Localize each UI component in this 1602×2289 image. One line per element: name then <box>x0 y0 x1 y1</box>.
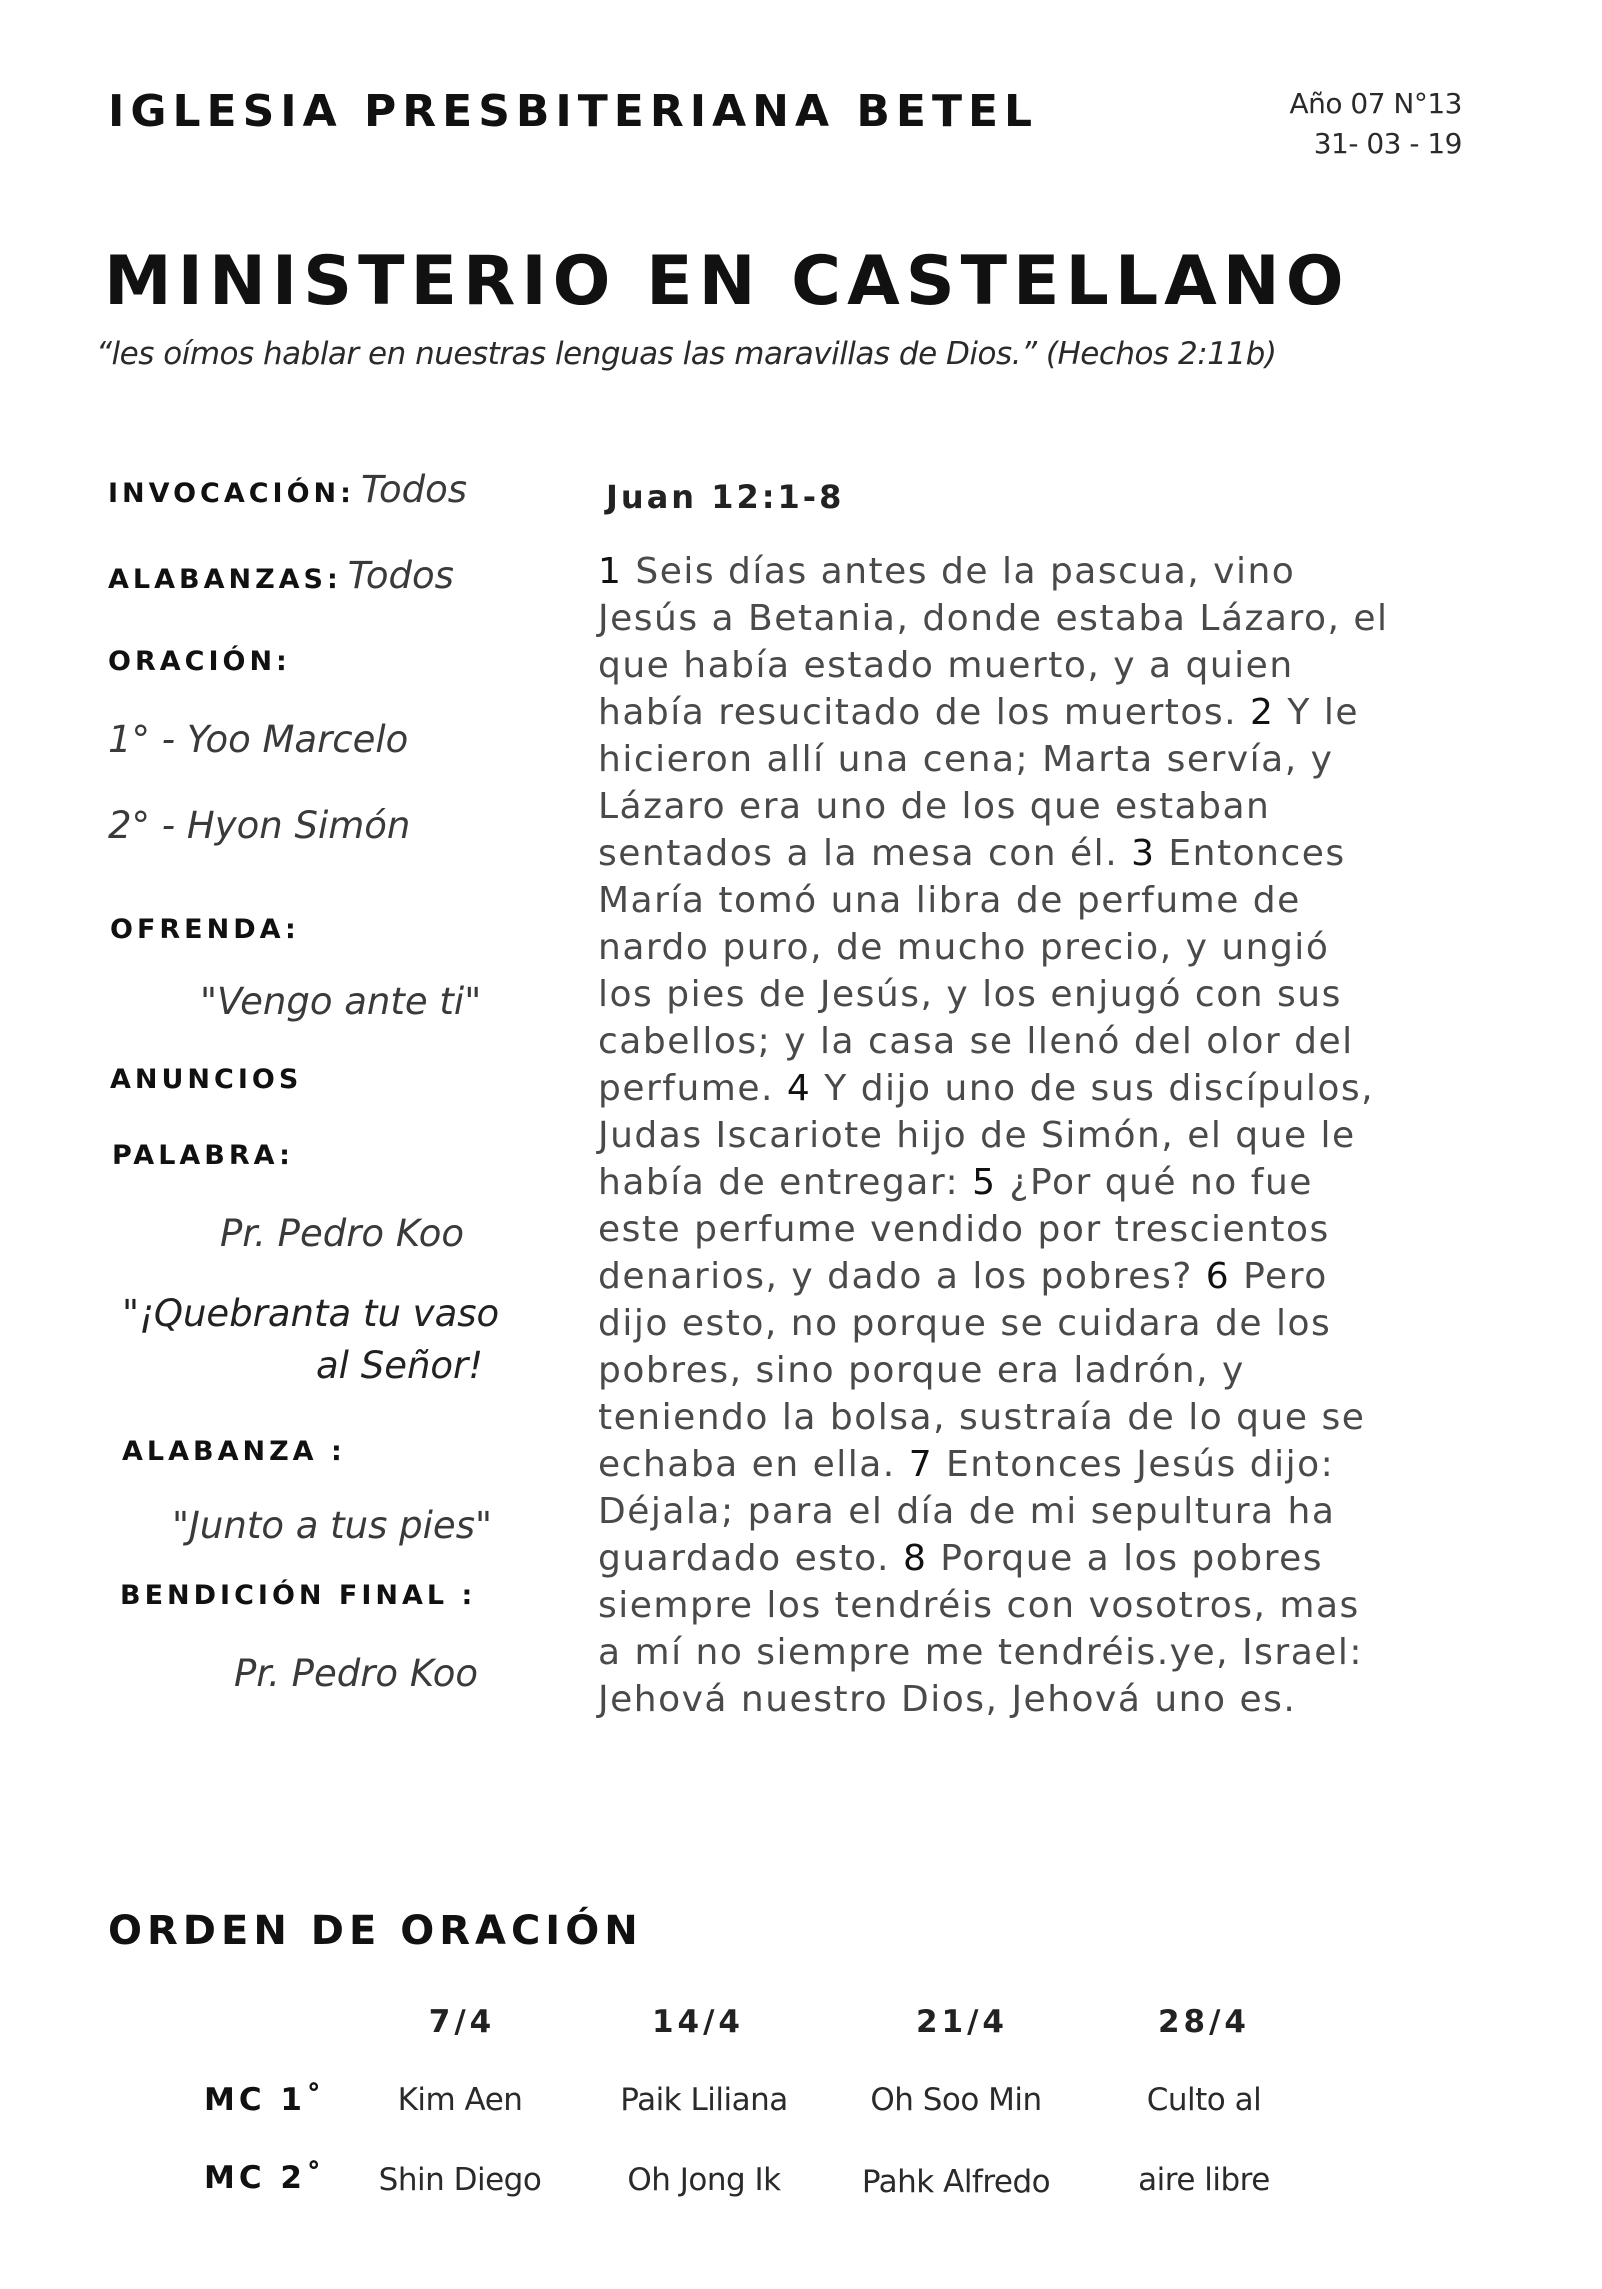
table-cell: Shin Diego <box>378 2162 542 2198</box>
verse-number: 5 <box>972 1162 997 1203</box>
table-cell: Culto al <box>1146 2082 1262 2118</box>
reading-line <box>598 1394 1438 1441</box>
ofrenda-value: "Vengo ante ti" <box>200 980 482 1023</box>
issue-info <box>1289 84 1462 164</box>
reading-line <box>598 1488 1438 1535</box>
verse-number: 3 <box>1131 833 1156 874</box>
reading-line <box>598 830 1438 877</box>
reading-line <box>598 1441 1438 1488</box>
table-cell: Oh Soo Min <box>870 2082 1042 2118</box>
reading-line <box>598 1253 1438 1300</box>
reading-line <box>598 1018 1438 1065</box>
invocacion-row <box>108 468 467 511</box>
verse-text: echaba en ella. <box>598 1444 909 1485</box>
issue-number: Año 07 N°13 <box>1289 87 1462 120</box>
bendicion-value: Pr. Pedro Koo <box>234 1652 479 1695</box>
verse-text: Jehová nuestro Dios, Jehová uno es. <box>598 1679 1297 1720</box>
verse-number: 7 <box>908 1444 934 1485</box>
verse-text: perfume. <box>598 1068 787 1109</box>
reading-line <box>598 548 1438 595</box>
verse-text: denarios, y dado a los pobres? <box>598 1256 1206 1297</box>
bible-quote: “les oímos hablar en nuestras lenguas las maravillas de Dios.” (Hechos 2:11b) <box>96 336 1277 372</box>
verse-text: teniendo la bolsa, sustraía de lo que se <box>598 1397 1366 1438</box>
alabanzas-row <box>108 554 454 597</box>
reading-line <box>598 924 1438 971</box>
verse-text: había de entregar: <box>598 1162 973 1203</box>
verse-text: dijo esto, no porque se cuidara de los <box>598 1303 1332 1344</box>
alabanza-label: ALABANZA : <box>122 1436 346 1467</box>
reading-reference: Juan 12:1-8 <box>606 478 845 516</box>
verse-number: 4 <box>786 1068 812 1109</box>
verse-text: Y dijo uno de sus discípulos, <box>811 1068 1375 1109</box>
reading-line <box>598 971 1438 1018</box>
sermon-title-line-1: "¡Quebranta tu vaso <box>122 1292 500 1335</box>
verse-text: Porque a los pobres <box>927 1538 1324 1579</box>
reading-line <box>598 736 1438 783</box>
reading-line <box>598 1347 1438 1394</box>
table-cell: Pahk Alfredo <box>861 2164 1051 2200</box>
ofrenda-label: OFRENDA: <box>110 914 300 945</box>
verse-text: Entonces Jesús dijo: <box>933 1444 1335 1485</box>
invocacion-value: Todos <box>360 468 468 511</box>
verse-text: Jesús a Betania, donde estaba Lázaro, el <box>598 598 1389 639</box>
verse-text: a mí no siempre me tendréis.ye, Israel: <box>598 1632 1364 1673</box>
verse-text: sentados a la mesa con él. <box>598 833 1132 874</box>
verse-text: Pero <box>1230 1256 1328 1297</box>
reading-line <box>598 1676 1438 1723</box>
reading-line <box>598 877 1438 924</box>
oracion-item-2: 2° - Hyon Simón <box>108 804 411 847</box>
verse-text: este perfume vendido por trescientos <box>598 1209 1330 1250</box>
row-label-mc2: MC 2˚ <box>204 2160 326 2196</box>
verse-text: siempre los tendréis con vosotros, mas <box>598 1585 1360 1626</box>
table-cell: Paik Liliana <box>620 2082 788 2118</box>
date-header: 7/4 <box>428 2004 496 2040</box>
table-cell: Kim Aen <box>397 2082 523 2118</box>
sermon-title-line-2: al Señor! <box>316 1344 484 1387</box>
reading-line <box>598 1582 1438 1629</box>
issue-date: 31- 03 - 19 <box>1313 127 1462 160</box>
reading-line <box>598 689 1438 736</box>
oracion-item-1: 1° - Yoo Marcelo <box>108 718 409 761</box>
church-name: IGLESIA PRESBITERIANA BETEL <box>108 86 1039 137</box>
verse-text: los pies de Jesús, y los enjugó con sus <box>598 974 1342 1015</box>
alabanzas-label: ALABANZAS: <box>108 564 342 595</box>
date-header: 21/4 <box>915 2004 1009 2040</box>
verse-text: que había estado muerto, y a quien <box>598 645 1294 686</box>
verse-number: 6 <box>1205 1256 1231 1297</box>
verse-text: nardo puro, de mucho precio, y ungió <box>598 927 1330 968</box>
verse-text: pobres, sino porque era ladrón, y <box>598 1350 1245 1391</box>
oracion-label: ORACIÓN: <box>108 646 291 677</box>
verse-text: María tomó una libra de perfume de <box>598 880 1301 921</box>
verse-text: hicieron allí una cena; Marta servía, y <box>598 739 1334 780</box>
verse-number: 2 <box>1250 692 1275 733</box>
reading-text <box>598 548 1438 1723</box>
table-cell: aire libre <box>1138 2162 1270 2198</box>
prayer-order-title: ORDEN DE ORACIÓN <box>108 1908 643 1954</box>
verse-text: Entonces <box>1155 833 1346 874</box>
verse-text: guardado esto. <box>598 1538 903 1579</box>
reading-line <box>598 1159 1438 1206</box>
palabra-preacher: Pr. Pedro Koo <box>220 1212 465 1255</box>
page-title: MINISTERIO EN CASTELLANO <box>104 242 1350 321</box>
reading-line <box>598 1629 1438 1676</box>
invocacion-label: INVOCACIÓN: <box>108 478 355 509</box>
reading-line <box>598 1112 1438 1159</box>
verse-number: 8 <box>902 1538 928 1579</box>
verse-text: ¿Por qué no fue <box>996 1162 1313 1203</box>
verse-number: 1 <box>598 551 623 592</box>
palabra-label: PALABRA: <box>112 1140 294 1171</box>
verse-text: Lázaro era uno de los que estaban <box>598 786 1271 827</box>
bendicion-label: BENDICIÓN FINAL : <box>120 1580 477 1611</box>
reading-line <box>598 1535 1438 1582</box>
anuncios-label: ANUNCIOS <box>110 1064 303 1095</box>
reading-line <box>598 1300 1438 1347</box>
reading-line <box>598 783 1438 830</box>
reading-line <box>598 1065 1438 1112</box>
verse-text: Judas Iscariote hijo de Simón, el que le <box>598 1115 1356 1156</box>
date-header: 28/4 <box>1157 2004 1251 2040</box>
verse-text: Seis días antes de la pascua, vino <box>622 551 1296 592</box>
verse-text: cabellos; y la casa se llenó del olor del <box>598 1021 1354 1062</box>
reading-line <box>598 595 1438 642</box>
reading-line <box>598 1206 1438 1253</box>
row-label-mc1: MC 1˚ <box>204 2082 326 2118</box>
verse-text: Y le <box>1274 692 1359 733</box>
table-cell: Oh Jong Ik <box>627 2162 781 2198</box>
date-header: 14/4 <box>651 2004 745 2040</box>
alabanzas-value: Todos <box>347 554 454 597</box>
verse-text: había resucitado de los muertos. <box>598 692 1251 733</box>
verse-text: Déjala; para el día de mi sepultura ha <box>598 1491 1336 1532</box>
alabanza-value: "Junto a tus pies" <box>172 1504 492 1547</box>
reading-line <box>598 642 1438 689</box>
